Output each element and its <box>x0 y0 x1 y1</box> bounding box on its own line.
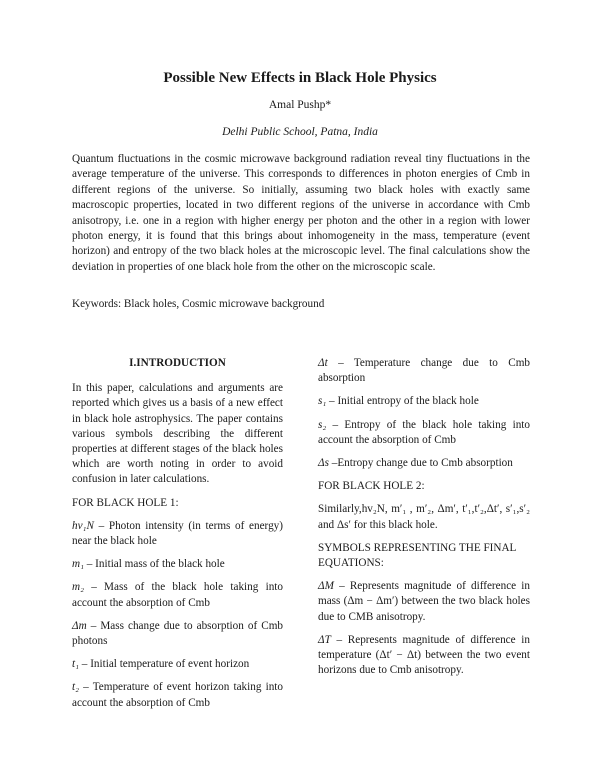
symbol-item <box>318 418 530 448</box>
symbol-description: – Temperature change due to Cmb absorption <box>318 357 530 385</box>
symbol-item <box>318 579 530 625</box>
symbol-item <box>72 657 283 672</box>
introduction-paragraph: In this paper, calculations and arguments are reported which gives us a basis of a new effect in black hole astrophysics. The paper contains various symbols describing the different properties at different stages of the black holes which are worth noting in order to avoid confusion in later calculations. <box>72 382 283 486</box>
symbol-item <box>318 394 530 409</box>
symbol-description: – Photon intensity (in terms of energy) near the black hole <box>72 519 283 548</box>
symbol: Δt <box>318 357 328 369</box>
symbol-description: – Temperature of event horizon taking into account the absorption of Cmb <box>72 681 283 709</box>
symbol: m₁ <box>72 558 84 571</box>
symbol: s₂ <box>318 418 327 431</box>
symbol-item <box>72 557 283 572</box>
abstract: Quantum fluctuations in the cosmic microwave background radiation reveal tiny fluctuations in the average temperature of the universe. This corresponds to differences in photon energies of Cmb in different regions of the universe. So initially, assuming two black holes with exactly same macroscopic properties, located in two different regions of the universe in accordance with Cmb anisotropy, i.e. one in a region with higher energy per photon and the other in a region with lower photon energy, it is found that this brings about inhomogeneity in the mass, temperature (event horizon) and entropy of the two black holes at the microscopic level. The final calculations show the deviation in properties of one black hole from the other on the microscopic scale. <box>72 153 530 273</box>
left-column <box>72 356 283 719</box>
keywords: Keywords: Black holes, Cosmic microwave background <box>72 298 325 310</box>
symbol-description: – Initial entropy of the black hole <box>326 395 479 408</box>
author-name: Amal Pushp* <box>268 99 332 111</box>
symbol-description: – Initial mass of the black hole <box>83 558 225 571</box>
final-equations-heading: SYMBOLS REPRESENTING THE FINAL EQUATIONS: <box>318 541 516 570</box>
symbol: Δs <box>318 457 329 470</box>
section-heading-introduction: I.INTRODUCTION <box>129 357 226 369</box>
symbol-description: – Mass of the black hole taking into account the absorption of Cmb <box>72 581 283 609</box>
black-hole-1-heading: FOR BLACK HOLE 1: <box>72 496 179 509</box>
paper-title: Possible New Effects in Black Hole Physics <box>163 70 437 86</box>
symbol-item <box>318 633 530 679</box>
symbol: ΔT <box>318 633 331 646</box>
symbol: s₁ <box>318 395 327 408</box>
symbol-description: – Mass change due to absorption of Cmb photons <box>72 619 283 648</box>
symbol-description: –Entropy change due to Cmb absorption <box>328 457 513 470</box>
symbol-item <box>72 680 283 710</box>
author-affiliation: Delhi Public School, Patna, India <box>222 126 378 138</box>
symbol: m₂ <box>72 581 84 594</box>
symbol-item <box>72 519 283 549</box>
symbol: t₂ <box>72 681 79 694</box>
symbol-item <box>72 580 283 610</box>
symbol-description: – Entropy of the black hole taking into account the absorption of Cmb <box>318 418 530 446</box>
black-hole-2-heading: FOR BLACK HOLE 2: <box>318 480 425 493</box>
symbol-item <box>72 619 283 649</box>
symbol-item <box>318 456 530 471</box>
symbol-description: – Initial temperature of event horizon <box>79 658 250 671</box>
symbol-item <box>318 356 530 386</box>
symbol-description: – Represents magnitude of difference in temperature (Δt′ − Δt) between the two event horizons due to Cmb anisotropy. <box>318 633 530 677</box>
symbol: Δm <box>72 619 87 632</box>
symbol: ΔM <box>318 580 334 593</box>
right-column <box>318 356 530 686</box>
symbol-description: – Represents magnitude of difference in mass (Δm − Δm′) between the two black holes due to CMB anisotropy. <box>318 580 530 623</box>
symbol: hv₁N <box>72 519 94 532</box>
symbol: t₁ <box>72 658 79 671</box>
black-hole-2-symbols: Similarly,hv₂N, m′₁ , m′₂, Δm′, t′₁,t′₂,Δt′, s′₁,s′₂ and Δs′ for this black hole. <box>318 503 530 531</box>
